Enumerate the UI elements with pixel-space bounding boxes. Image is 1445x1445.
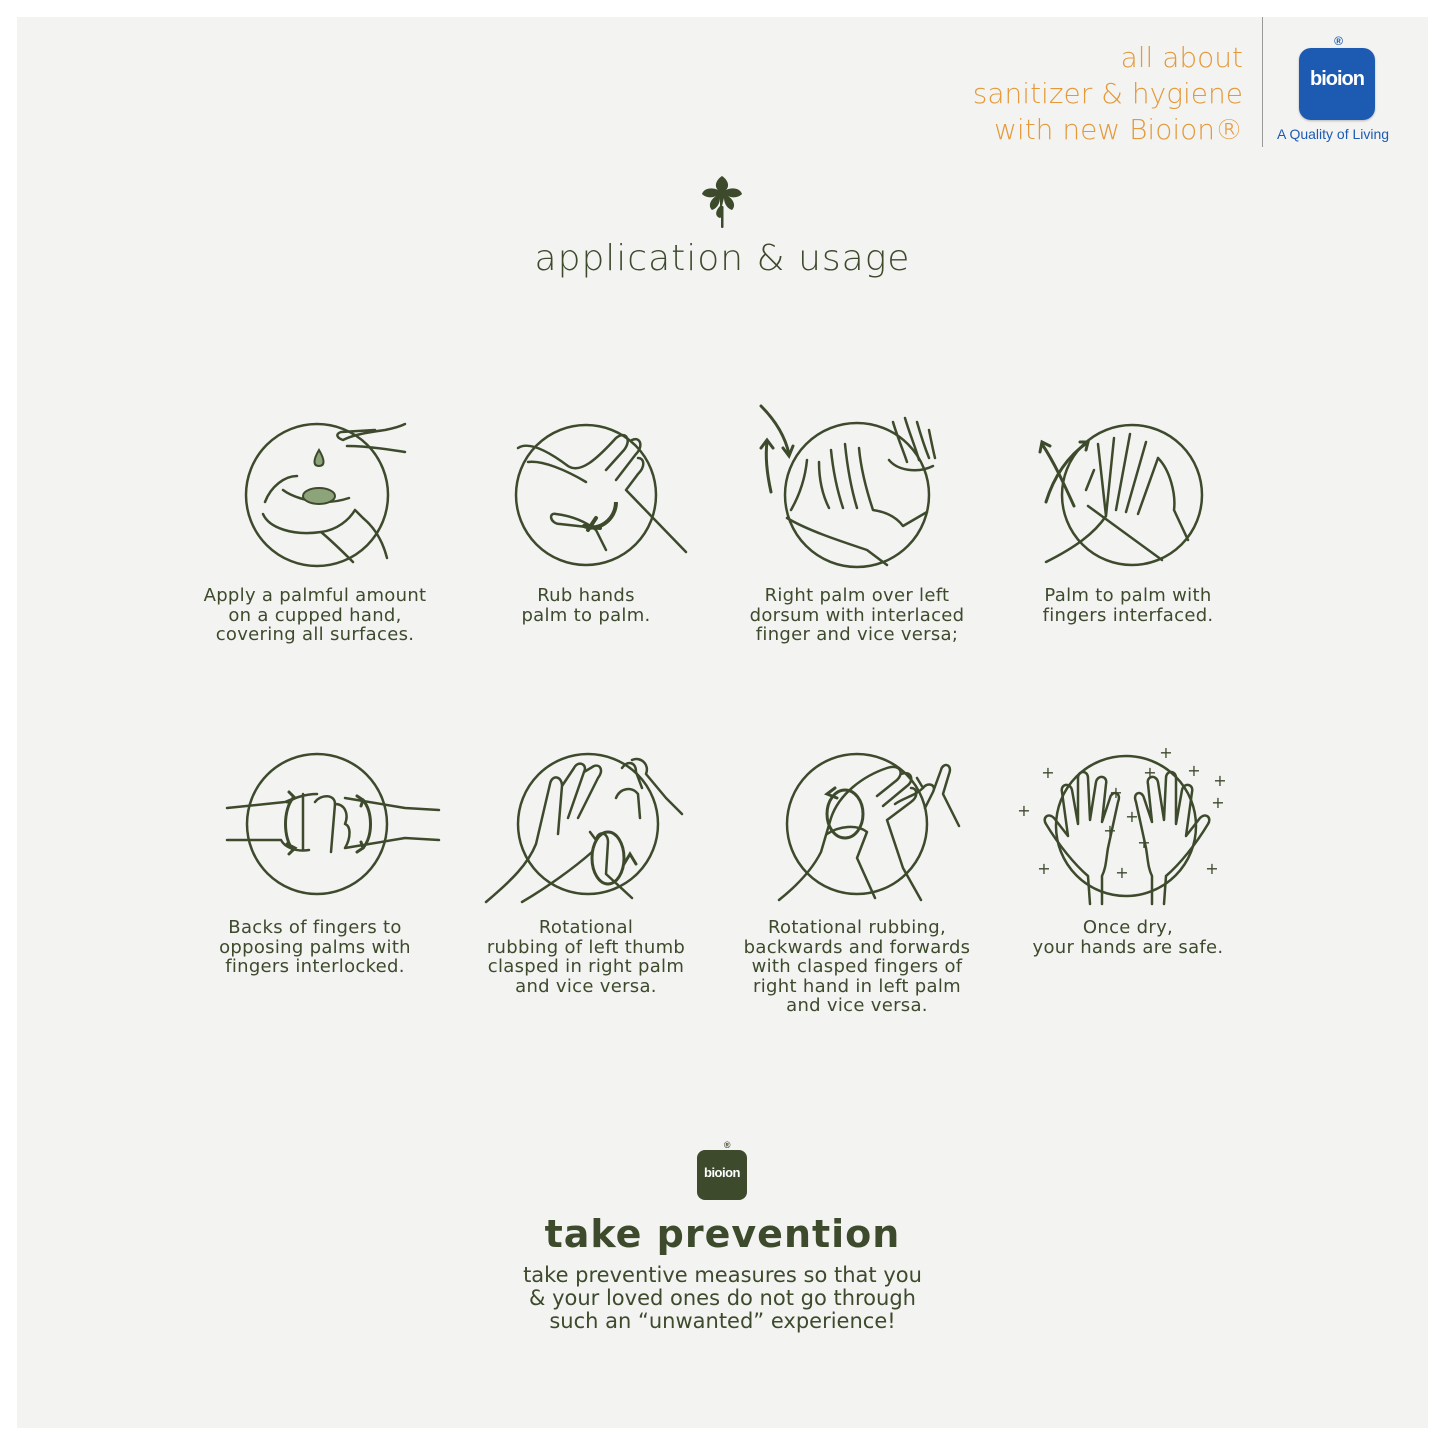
step-7-caption-line-2: backwards and forwards xyxy=(743,936,971,958)
svg-text:+: + xyxy=(1143,763,1157,782)
brand-logo xyxy=(1299,34,1375,120)
step-7-caption xyxy=(727,918,987,1016)
step-3-caption-line-1: Right palm over left xyxy=(764,585,950,606)
step-8-caption-line-2: your hands are safe. xyxy=(1032,936,1224,958)
step-8-caption xyxy=(998,918,1258,957)
step-6-caption xyxy=(456,918,716,996)
step-1-caption-line-1: Apply a palmful amount xyxy=(203,585,427,606)
prevention-logo-text: bioion xyxy=(704,1165,740,1180)
step-3-caption xyxy=(727,586,987,645)
prevention-title: take prevention xyxy=(544,1212,901,1256)
step-1-caption-line-3: covering all surfaces. xyxy=(215,624,415,645)
svg-text:+: + xyxy=(1109,783,1123,802)
step-1 xyxy=(185,410,445,650)
fingers-interlocked-icon xyxy=(185,748,445,908)
step-4-caption-line-2: fingers interfaced. xyxy=(1042,604,1214,626)
step-8 xyxy=(998,748,1258,988)
step-5-caption-line-2: opposing palms with xyxy=(219,936,411,958)
section-title: application & usage xyxy=(534,238,911,279)
tagline-line-2: sanitizer & hygiene xyxy=(972,77,1243,110)
step-3-caption-line-2: dorsum with interlaced xyxy=(749,604,965,626)
svg-text:+: + xyxy=(1205,859,1219,878)
step-8-caption-line-1: Once dry, xyxy=(1082,917,1174,938)
step-4-caption xyxy=(998,586,1258,625)
step-6-caption-line-4: and vice versa. xyxy=(515,975,657,997)
step-5-caption-line-3: fingers interlocked. xyxy=(225,956,405,977)
prevention-logo-registered: ® xyxy=(723,1140,731,1150)
prevention-text-line-1: take preventive measures so that you xyxy=(523,1263,922,1287)
step-7-caption-line-4: right hand in left palm xyxy=(753,975,961,997)
fingers-interlaced-icon xyxy=(998,410,1258,570)
step-7 xyxy=(727,748,987,1028)
step-7-caption-line-5: and vice versa. xyxy=(786,995,928,1016)
prevention-text-line-2: & your loved ones do not go through xyxy=(529,1286,916,1310)
step-2-caption-line-1: Rub hands xyxy=(537,585,635,606)
step-1-caption xyxy=(185,586,445,645)
step-3 xyxy=(727,400,987,650)
step-2-caption xyxy=(456,586,716,625)
thumb-rotation-icon xyxy=(456,748,716,908)
step-3-caption-line-3: finger and vice versa; xyxy=(755,624,959,645)
palm-to-palm-icon xyxy=(456,410,716,570)
cupped-hand-drop-icon xyxy=(185,410,445,570)
header-divider xyxy=(1262,17,1263,147)
tagline-line-1: all about xyxy=(1120,41,1243,74)
parsley-leaf-icon xyxy=(692,172,752,232)
brand-slogan: A Quality of Living xyxy=(1277,126,1390,142)
brand-logo-text: bioion xyxy=(1310,68,1364,90)
step-1-caption-line-2: on a cupped hand, xyxy=(228,604,402,626)
step-7-caption-line-3: with clasped fingers of xyxy=(751,956,963,977)
fingertips-rotation-icon xyxy=(727,748,987,908)
header-tagline xyxy=(973,40,1243,148)
svg-text:+: + xyxy=(1213,771,1227,790)
step-6-caption-line-3: clasped in right palm xyxy=(487,956,685,977)
svg-text:+: + xyxy=(1137,833,1151,852)
prevention-logo xyxy=(697,1140,747,1200)
svg-text:+: + xyxy=(1041,763,1055,782)
svg-text:+: + xyxy=(1017,801,1031,820)
prevention-text xyxy=(0,1264,1445,1333)
step-6-caption-line-2: rubbing of left thumb xyxy=(486,936,686,958)
svg-text:+: + xyxy=(1159,748,1173,762)
step-4 xyxy=(998,410,1258,650)
clean-hands-sparkle-icon xyxy=(998,748,1258,908)
svg-text:+: + xyxy=(1115,863,1129,882)
svg-text:+: + xyxy=(1125,807,1139,826)
step-6 xyxy=(456,748,716,1008)
step-5 xyxy=(185,748,445,988)
svg-text:+: + xyxy=(1187,761,1201,780)
step-5-caption xyxy=(185,918,445,977)
step-4-caption-line-1: Palm to palm with xyxy=(1044,585,1212,606)
svg-text:+: + xyxy=(1103,821,1117,840)
svg-text:+: + xyxy=(1037,859,1051,878)
palm-over-dorsum-icon xyxy=(727,400,987,570)
step-7-caption-line-1: Rotational rubbing, xyxy=(768,917,946,938)
step-5-caption-line-1: Backs of fingers to xyxy=(228,917,402,938)
step-6-caption-line-1: Rotational xyxy=(538,917,634,938)
tagline-line-3: with new Bioion® xyxy=(994,113,1243,146)
prevention-text-line-3: such an “unwanted” experience! xyxy=(549,1309,896,1333)
step-2-caption-line-2: palm to palm. xyxy=(521,604,651,626)
step-2 xyxy=(456,410,716,650)
svg-text:+: + xyxy=(1211,793,1225,812)
brand-logo-registered: ® xyxy=(1334,34,1342,48)
